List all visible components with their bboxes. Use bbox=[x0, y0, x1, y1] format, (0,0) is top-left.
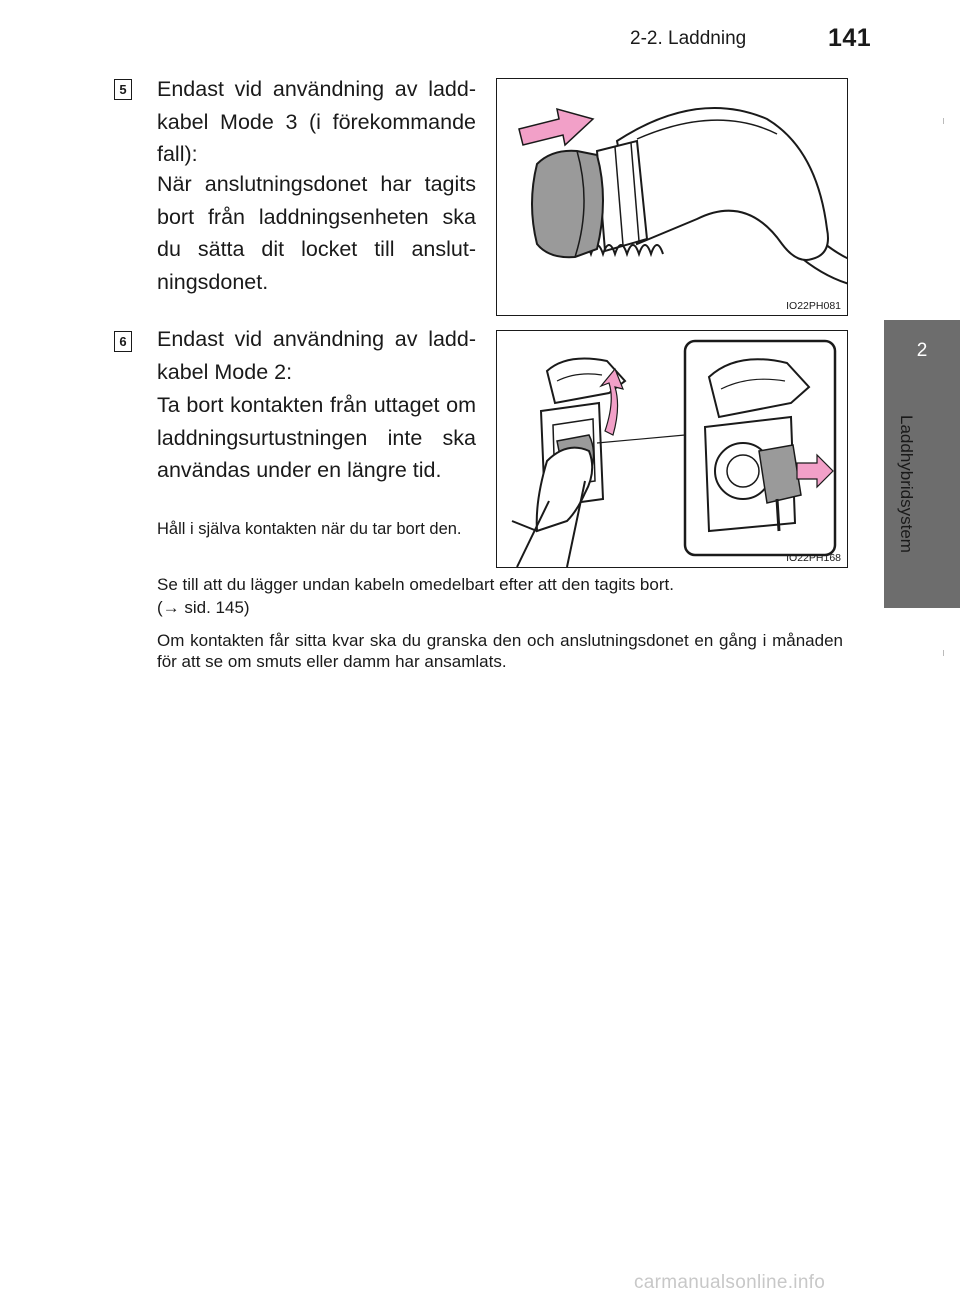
watermark: carmanualsonline.info bbox=[634, 1272, 826, 1293]
step-instruction: När anslutningsdonet har tagits bort från laddningsenheten ska du sätta dit locket till anslut-ningsdonet. bbox=[157, 172, 476, 294]
figure-code: IO22PH081 bbox=[786, 300, 841, 312]
margin-tick bbox=[943, 650, 944, 656]
chapter-number: 2 bbox=[916, 340, 928, 361]
step-note: Håll i själva kontakten när du tar bort den. bbox=[157, 520, 462, 538]
figure-code: IO22PH168 bbox=[786, 552, 841, 564]
figure-remove-plug bbox=[496, 330, 848, 568]
chapter-title-text: Laddhybridsystem bbox=[897, 415, 916, 553]
step-intro: Endast vid användning av ladd-kabel Mode 3 (i förekommande fall): bbox=[157, 77, 476, 166]
note-cable-storage: Se till att du lägger undan kabeln omedelbart efter att den tagits bort. bbox=[157, 575, 674, 594]
step-instruction: Ta bort kontakten från uttaget om laddningsurtustningen inte ska användas under en längre tid. bbox=[157, 393, 476, 482]
step-badge: 6 bbox=[114, 331, 132, 352]
page-reference: (→ sid. 145) bbox=[157, 598, 250, 617]
connector-cap-illustration bbox=[497, 79, 847, 315]
section-title: 2-2. Laddning bbox=[630, 28, 747, 49]
step-badge: 5 bbox=[114, 79, 132, 100]
note-inspection: Om kontakten får sitta kvar ska du granska den och anslutningsdonet en gång i månaden för att se om smuts eller damm har ansamlats. bbox=[157, 631, 843, 671]
page-number: 141 bbox=[828, 24, 872, 52]
figure-connector-cap bbox=[496, 78, 848, 316]
margin-tick bbox=[943, 118, 944, 124]
remove-plug-illustration bbox=[497, 331, 847, 567]
step-intro: Endast vid användning av ladd-kabel Mode 2: bbox=[157, 327, 476, 384]
